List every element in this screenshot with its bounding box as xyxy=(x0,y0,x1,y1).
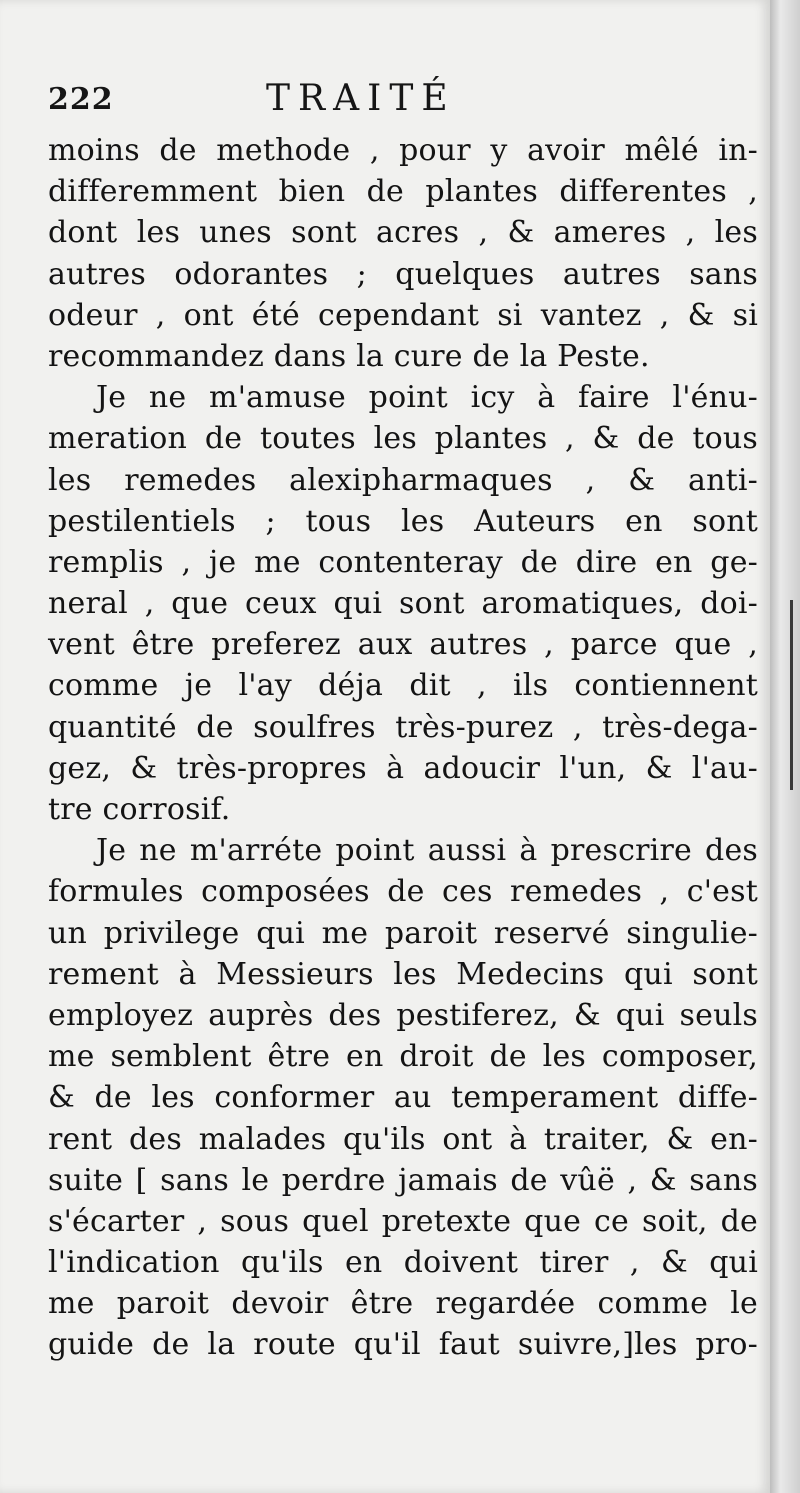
text-line: un privilege qui me paroit reservé singulie- xyxy=(48,915,758,951)
body-text xyxy=(48,130,758,1366)
text-line: Je ne m'arréte point aussi à prescrire des xyxy=(96,833,758,869)
text-line: meration de toutes les plantes , & de tous xyxy=(48,421,758,457)
text-line: l'indication qu'ils en doivent tirer , & qui xyxy=(48,1245,758,1281)
text-line: dont les unes sont acres , & ameres , les xyxy=(48,215,758,251)
text-line: me paroit devoir être regardée comme le xyxy=(48,1286,758,1322)
text-line: rement à Messieurs les Medecins qui sont xyxy=(48,956,758,992)
text-line: gez, & très-propres à adoucir l'un, & l'au- xyxy=(48,750,758,786)
text-line: formules composées de ces remedes , c'est xyxy=(48,874,758,910)
text-line: moins de methode , pour y avoir mêlé in- xyxy=(48,133,758,168)
text-line: differemment bien de plantes differentes , xyxy=(48,174,758,210)
running-title: TRAITÉ xyxy=(266,78,456,119)
text-line: odeur , ont été cependant si vantez , & si xyxy=(48,297,758,333)
text-line: comme je l'ay déja dit , ils contiennent xyxy=(48,668,758,704)
text-line: guide de la route qu'il faut suivre,]les pro- xyxy=(48,1327,758,1363)
text-line: neral , que ceux qui sont aromatiques, doi- xyxy=(48,586,758,622)
text-line: & de les conformer au temperament diffe- xyxy=(48,1080,758,1116)
text-line: remplis , je me contenteray de dire en ge- xyxy=(48,544,758,580)
text-line: autres odorantes ; quelques autres sans xyxy=(48,256,758,292)
text-line: vent être preferez aux autres , parce que , xyxy=(48,627,758,663)
running-head xyxy=(48,78,768,124)
text-line: me semblent être en droit de les composer, xyxy=(48,1039,758,1075)
text-line: pestilentiels ; tous les Auteurs en sont xyxy=(48,503,758,539)
text-line: s'écarter , sous quel pretexte que ce soit, de xyxy=(48,1203,758,1239)
binding-mark xyxy=(790,600,793,790)
text-line: Je ne m'amuse point icy à faire l'énu- xyxy=(96,380,758,416)
text-line: employez auprès des pestiferez, & qui seuls xyxy=(48,997,758,1033)
text-line: rent des malades qu'ils ont à traiter, & en- xyxy=(48,1121,758,1157)
page-number: 222 xyxy=(48,82,114,117)
text-line: tre corrosif. xyxy=(48,792,231,827)
text-line: quantité de soulfres très-purez , très-dega- xyxy=(48,709,758,745)
page-edge-shadow xyxy=(770,0,800,1493)
text-line: suite [ sans le perdre jamais de vûë , & sans xyxy=(48,1162,758,1198)
text-line: recommandez dans la cure de la Peste. xyxy=(48,338,650,374)
text-line: les remedes alexipharmaques , & anti- xyxy=(48,462,758,498)
